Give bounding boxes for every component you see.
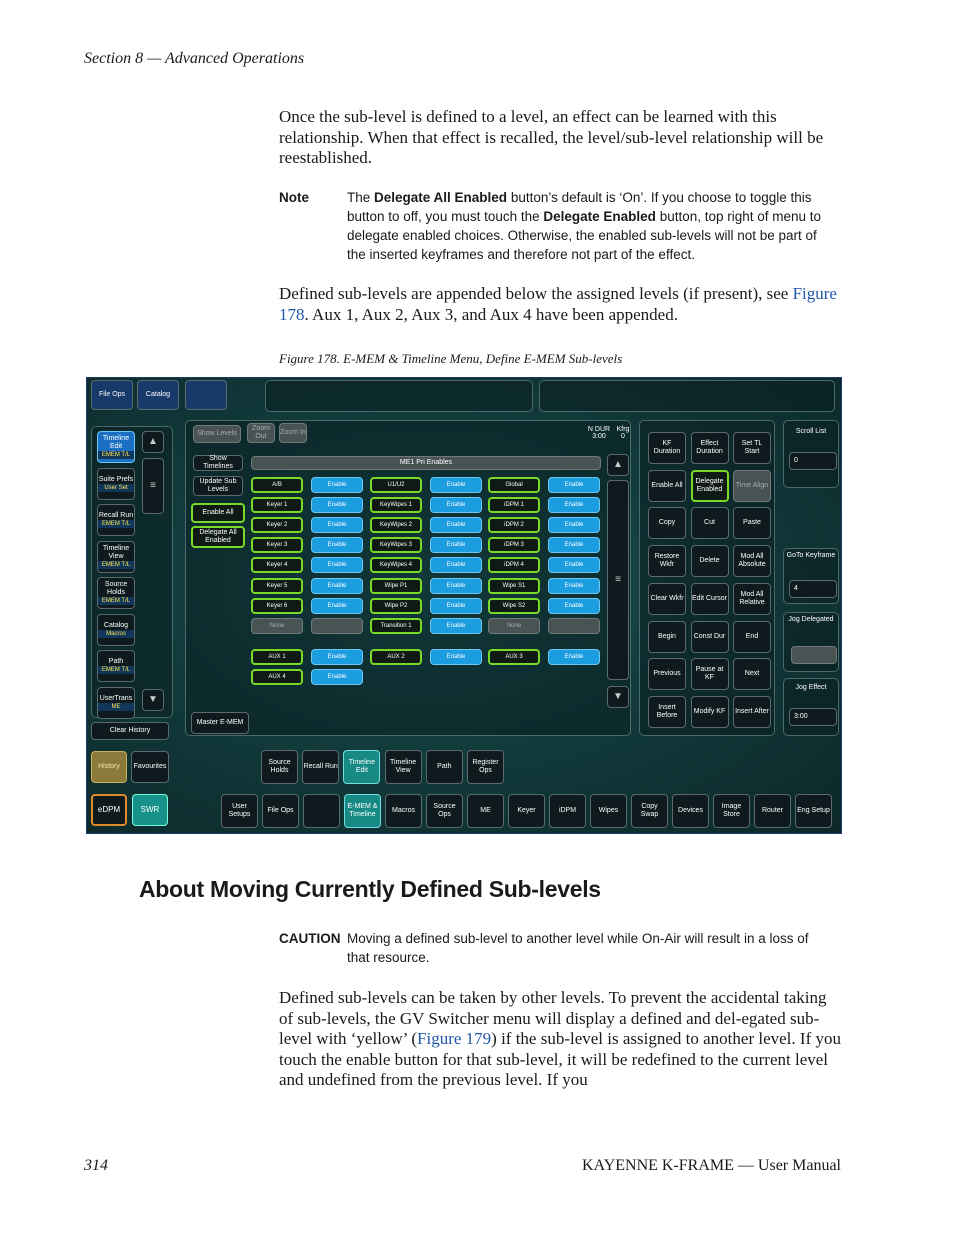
scroll-down-button[interactable]: ▼: [142, 689, 164, 711]
enable-button[interactable]: Enable: [430, 537, 482, 553]
bottom-tab[interactable]: Source Ops: [426, 794, 463, 828]
bottom-tab[interactable]: File Ops: [262, 794, 299, 828]
keyframe-control-button[interactable]: Insert After: [733, 696, 771, 728]
keyframe-control-button[interactable]: Time Align: [733, 470, 771, 502]
enable-button[interactable]: Enable: [430, 497, 482, 513]
sub-level-button[interactable]: Keyer 1: [251, 497, 303, 513]
history-item-label: Catalog: [103, 621, 129, 629]
top-display-right: [539, 380, 835, 412]
show-levels-button[interactable]: Show Levels: [193, 425, 241, 443]
keyframe-control-button[interactable]: Edit Cursor: [691, 583, 729, 615]
bottom-tab[interactable]: Devices: [672, 794, 709, 828]
levels-scroll-thumb[interactable]: ≡: [607, 480, 629, 680]
show-timelines-button[interactable]: Show Timelines: [193, 455, 243, 471]
enable-button[interactable]: Enable: [548, 578, 600, 594]
sub-tab[interactable]: Source Holds: [261, 750, 298, 784]
aux-sub-level-button[interactable]: AUX 4: [251, 669, 303, 685]
section-heading: About Moving Currently Defined Sub-levels: [139, 876, 601, 902]
keyframe-control-button[interactable]: Mod All Absolute: [733, 545, 771, 577]
sub-level-button[interactable]: Wipe P2: [370, 598, 422, 614]
sub-tab[interactable]: Recall Run: [302, 750, 339, 784]
sub-level-button[interactable]: Transition 1: [370, 618, 422, 634]
history-item[interactable]: [97, 468, 135, 500]
scroll-list-value[interactable]: 0: [789, 452, 837, 470]
bottom-tab[interactable]: Image Store: [713, 794, 750, 828]
sub-tab[interactable]: Timeline View: [385, 750, 422, 784]
scroll-list-label: Scroll List: [795, 428, 827, 435]
bottom-tab[interactable]: [303, 794, 340, 828]
aux-enable-button[interactable]: Enable: [548, 649, 600, 665]
keyframe-control-button[interactable]: Set TL Start: [733, 432, 771, 464]
enable-button[interactable]: Enable: [548, 497, 600, 513]
bottom-tab[interactable]: iDPM: [549, 794, 586, 828]
top-display-left: [265, 380, 533, 412]
edpm-button[interactable]: eDPM: [91, 794, 127, 826]
bottom-tab[interactable]: Copy Swap: [631, 794, 668, 828]
keyframe-control-button[interactable]: Modify KF: [691, 696, 729, 728]
enable-button[interactable]: Enable: [548, 477, 600, 493]
sub-level-button[interactable]: iDPM 2: [488, 517, 540, 533]
figure-178-link[interactable]: Figure 178: [279, 284, 837, 324]
defined-paragraph: Defined sub-levels are appended below the assigned levels (if present), see Figure 178. Aux 1, Aux 2, Aux 3, and Aux 4 have been appended.: [279, 284, 837, 324]
goto-keyframe-value[interactable]: 4: [789, 580, 837, 598]
sub-level-button[interactable]: Wipe P1: [370, 578, 422, 594]
aux-sub-level-button[interactable]: AUX 3: [488, 649, 540, 665]
sub-level-button[interactable]: KeyWipes 4: [370, 557, 422, 573]
history-item-tag: Macros: [98, 630, 134, 638]
emem-timeline-menu-screenshot: [86, 377, 842, 834]
aux-enable-button[interactable]: Enable: [311, 649, 363, 665]
caution-text: Moving a defined sub-level to another level while On-Air will result in a loss of that resource.: [347, 931, 809, 965]
scroll-thumb[interactable]: ≡: [142, 458, 164, 514]
aux-enable-button[interactable]: Enable: [311, 669, 363, 685]
history-item[interactable]: [97, 431, 135, 463]
caution-label: CAUTION: [279, 931, 341, 946]
enable-button[interactable]: Enable: [311, 517, 363, 533]
sub-level-button[interactable]: Keyer 5: [251, 578, 303, 594]
keyframe-control-button[interactable]: End: [733, 621, 771, 653]
figure-179-link[interactable]: Figure 179: [417, 1029, 492, 1048]
sub-level-button[interactable]: Keyer 2: [251, 517, 303, 533]
enable-button[interactable]: Enable: [430, 557, 482, 573]
history-item-tag: User Set: [98, 484, 134, 492]
keyframe-control-button[interactable]: Delete: [691, 545, 729, 577]
keyframe-control-button[interactable]: Restore Wkfr: [648, 545, 686, 577]
keyframe-control-button[interactable]: Insert Before: [648, 696, 686, 728]
goto-keyframe-label: GoTo Keyframe: [786, 552, 836, 559]
sub-level-button[interactable]: iDPM 4: [488, 557, 540, 573]
history-button[interactable]: History: [91, 751, 127, 783]
enable-button[interactable]: Enable: [430, 598, 482, 614]
keyframe-control-button[interactable]: Clear Wkfr: [648, 583, 686, 615]
history-item-tag: EMEM T/L: [98, 520, 134, 528]
keyframe-control-button[interactable]: Const Dur: [691, 621, 729, 653]
scroll-up-button[interactable]: ▲: [142, 431, 164, 453]
sub-level-button[interactable]: Keyer 3: [251, 537, 303, 553]
favourites-button[interactable]: Favourites: [131, 751, 169, 783]
sub-level-button[interactable]: None: [251, 618, 303, 634]
enable-button[interactable]: Enable: [311, 537, 363, 553]
jog-delegated-label: Jog Delegated: [788, 616, 834, 623]
aux-enable-button[interactable]: Enable: [430, 649, 482, 665]
sub-level-button[interactable]: KeyWipes 3: [370, 537, 422, 553]
bottom-tab[interactable]: Wipes: [590, 794, 627, 828]
note-text: The Delegate All Enabled button’s default is ‘On’. If you choose to toggle this button to off, you must touch the Delegate Enabled button, top right of menu to delegate enabled choices. Otherwise, the enabled sub-levels will not be part of the inserted keyframes and therefore not part of the effect.: [347, 190, 822, 262]
history-item[interactable]: [97, 614, 135, 646]
figure-caption: Figure 178. E-MEM & Timeline Menu, Define E-MEM Sub-levels: [279, 351, 623, 366]
history-item[interactable]: [97, 650, 135, 682]
bottom-tab[interactable]: Router: [754, 794, 791, 828]
kfrag-readout: Kfrg 0: [616, 426, 630, 440]
enable-button[interactable]: Enable: [311, 578, 363, 594]
keyframe-control-button[interactable]: Paste: [733, 507, 771, 539]
sub-level-button[interactable]: KeyWipes 2: [370, 517, 422, 533]
history-item-tag: EMEM T/L: [98, 451, 134, 459]
keyframe-control-button[interactable]: Effect Duration: [691, 432, 729, 464]
swr-button[interactable]: SWR: [132, 794, 168, 826]
me-enables-header: ME1 Pri Enables: [251, 456, 601, 470]
keyframe-control-button[interactable]: Delegate Enabled: [691, 470, 729, 502]
empty-top-button[interactable]: [185, 380, 227, 410]
sub-level-button[interactable]: iDPM 3: [488, 537, 540, 553]
bottom-tab[interactable]: User Setups: [221, 794, 258, 828]
keyframe-control-button[interactable]: KF Duration: [648, 432, 686, 464]
zoom-in-button[interactable]: Zoom In: [279, 423, 307, 443]
n-dur-readout: N DUR 3:00: [587, 426, 611, 440]
history-item-label: Path: [108, 658, 124, 665]
history-item-label: Source Holds: [104, 581, 128, 596]
enable-button[interactable]: [311, 618, 363, 634]
sub-level-button[interactable]: Keyer 4: [251, 557, 303, 573]
enable-button[interactable]: Enable: [548, 557, 600, 573]
aux-sub-level-button[interactable]: AUX 2: [370, 649, 422, 665]
sub-tab[interactable]: Path: [426, 750, 463, 784]
history-item-tag: EMEM T/L: [98, 561, 134, 569]
bottom-tab[interactable]: Macros: [385, 794, 422, 828]
enable-button[interactable]: Enable: [311, 598, 363, 614]
enable-button[interactable]: Enable: [548, 598, 600, 614]
history-item-label: Suite Prefs: [98, 475, 134, 483]
enable-button[interactable]: Enable: [548, 537, 600, 553]
sub-level-button[interactable]: KeyWipes 1: [370, 497, 422, 513]
enable-button[interactable]: Enable: [430, 477, 482, 493]
update-sub-levels-button[interactable]: Update Sub Levels: [193, 476, 243, 496]
history-item[interactable]: [97, 687, 135, 719]
jog-effect-label: Jog Effect: [795, 684, 827, 691]
final-paragraph: Defined sub-levels can be taken by other levels. To prevent the accidental taking of sub-levels, the GV Switcher menu will display a defined and del-egated sub-level with ‘yellow’ (Figure 179) if the sub-level is assigned to another level. If you touch the enable button for that sub-level, it will be redefined to the current level and undefined from the previous level. If you: [279, 988, 841, 1089]
enable-all-button[interactable]: Enable All: [191, 503, 245, 523]
history-item-label: UserTrans: [99, 694, 133, 702]
sub-level-button[interactable]: Wipe S2: [488, 598, 540, 614]
sub-level-button[interactable]: Keyer 6: [251, 598, 303, 614]
enable-button[interactable]: Enable: [311, 477, 363, 493]
aux-sub-level-button[interactable]: AUX 1: [251, 649, 303, 665]
enable-button[interactable]: Enable: [311, 497, 363, 513]
bottom-tab[interactable]: Keyer: [508, 794, 545, 828]
section-header: Section 8 — Advanced Operations: [84, 50, 305, 67]
bottom-tab[interactable]: ME: [467, 794, 504, 828]
history-item[interactable]: [97, 541, 135, 573]
sub-level-button[interactable]: A/B: [251, 477, 303, 493]
levels-scroll-up[interactable]: ▲: [607, 454, 629, 476]
levels-scroll-down[interactable]: ▼: [607, 686, 629, 708]
bottom-tab[interactable]: E-MEM & Timeline: [344, 794, 381, 828]
history-item[interactable]: [97, 504, 135, 536]
delegate-all-enabled-button[interactable]: Delegate All Enabled: [191, 526, 245, 548]
history-item-label: Recall Run: [98, 512, 134, 519]
history-item[interactable]: [97, 577, 135, 609]
sub-tab[interactable]: Register Ops: [467, 750, 504, 784]
history-item-tag: ME: [98, 703, 134, 711]
keyframe-control-button[interactable]: Begin: [648, 621, 686, 653]
zoom-out-button[interactable]: Zoom Out: [247, 423, 275, 443]
page-number: 314: [84, 1157, 108, 1174]
jog-delegated-toggle[interactable]: [791, 646, 837, 664]
keyframe-control-button[interactable]: Mod All Relative: [733, 583, 771, 615]
keyframe-control-button[interactable]: Copy: [648, 507, 686, 539]
note-label: Note: [279, 190, 309, 205]
keyframe-control-button[interactable]: Previous: [648, 658, 686, 690]
bottom-tab[interactable]: Eng Setup: [795, 794, 832, 828]
sub-level-button[interactable]: Global: [488, 477, 540, 493]
intro-paragraph: Once the sub-level is defined to a level, an effect can be learned with this relationship. When that effect is recalled, the level/sub-level relationship will be reestablished.: [279, 107, 824, 167]
master-emem-tab[interactable]: Master E-MEM: [191, 712, 249, 734]
sub-level-button[interactable]: U1/U2: [370, 477, 422, 493]
jog-effect-value[interactable]: 3:00: [789, 708, 837, 726]
keyframe-control-button[interactable]: Pause at KF: [691, 658, 729, 690]
sub-level-button[interactable]: Wipe S1: [488, 578, 540, 594]
footer-title: KAYENNE K-FRAME — User Manual: [582, 1157, 841, 1174]
history-item-tag: EMEM T/L: [98, 666, 134, 674]
enable-button[interactable]: Enable: [548, 517, 600, 533]
catalog-top-button[interactable]: Catalog: [137, 380, 179, 410]
enable-button[interactable]: Enable: [430, 618, 482, 634]
history-item-label: Timeline Edit: [102, 435, 130, 450]
enable-button[interactable]: Enable: [430, 578, 482, 594]
history-item-label: Timeline View: [102, 544, 130, 560]
sub-level-button[interactable]: iDPM 1: [488, 497, 540, 513]
keyframe-control-button[interactable]: Cut: [691, 507, 729, 539]
file-ops-top-button[interactable]: File Ops: [91, 380, 133, 410]
keyframe-control-button[interactable]: Next: [733, 658, 771, 690]
history-item-tag: EMEM T/L: [98, 597, 134, 605]
enable-button[interactable]: [548, 618, 600, 634]
enable-button[interactable]: Enable: [311, 557, 363, 573]
keyframe-control-button[interactable]: Enable All: [648, 470, 686, 502]
clear-history-button[interactable]: Clear History: [91, 722, 169, 740]
enable-button[interactable]: Enable: [430, 517, 482, 533]
sub-tab[interactable]: Timeline Edit: [343, 750, 380, 784]
sub-level-button[interactable]: None: [488, 618, 540, 634]
